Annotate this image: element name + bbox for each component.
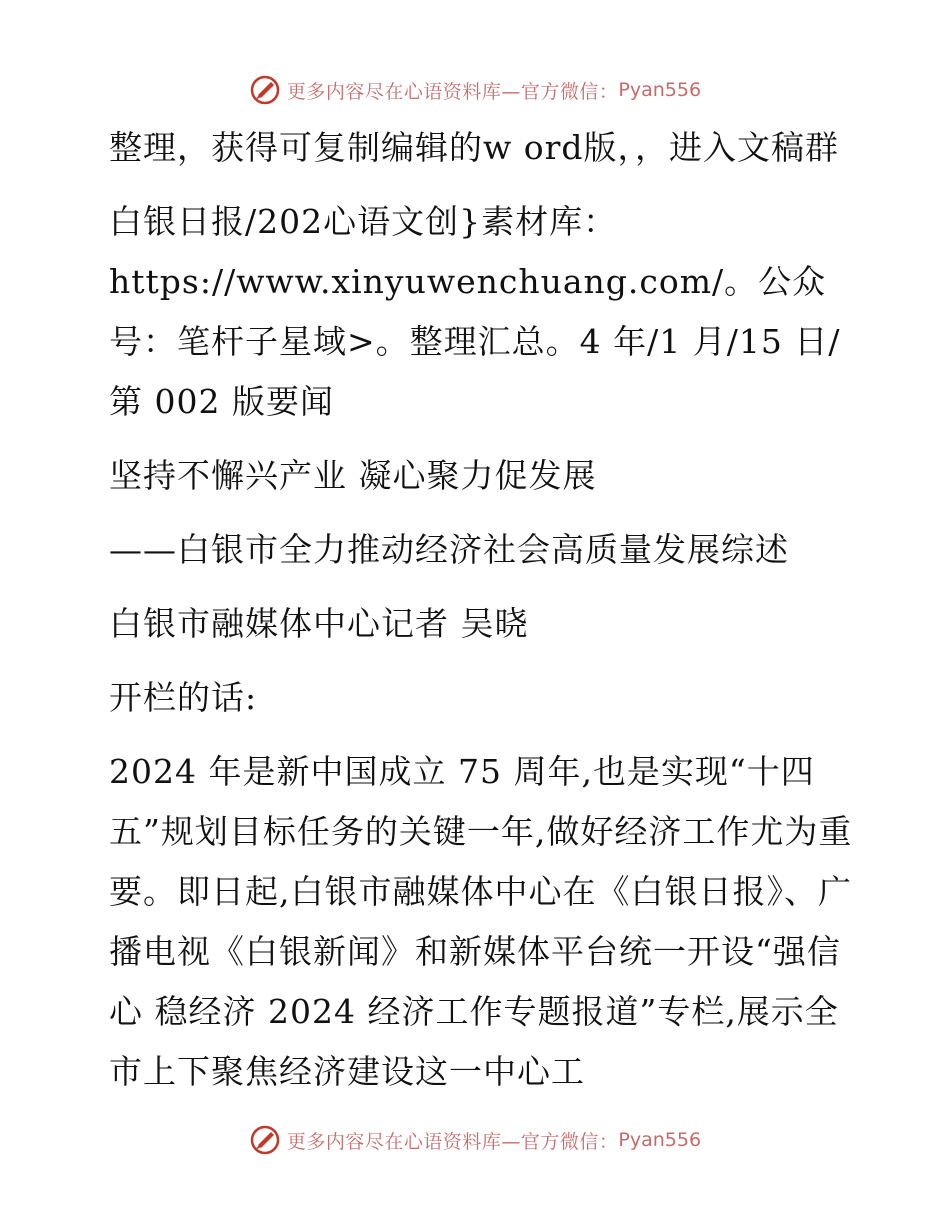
byline: 白银市融媒体中心记者 吴晓 (109, 604, 529, 643)
watermark-wechat-id: Pyan556 (618, 1129, 702, 1151)
brand-logo-icon (249, 74, 281, 106)
source-line: 白银日报/202心语文创}素材库：https://www.xinyuwenchuang.com/。公众号：笔杆子星域>。整理汇总。4 年/1 月/15 日/第 002 版要闻 (109, 202, 841, 421)
footer-watermark (0, 1120, 950, 1160)
watermark-text: 更多内容尽在心语资料库—官方微信： (286, 1130, 619, 1153)
watermark-wechat-id: Pyan556 (618, 79, 702, 101)
subheadline: ——白银市全力推动经济社会高质量发展综述 (109, 530, 789, 569)
header-watermark (0, 70, 950, 110)
intro-line: 整理，获得可复制编辑的w ord版，，进入文稿群 (109, 128, 840, 167)
watermark-text: 更多内容尽在心语资料库—官方微信： (286, 80, 619, 103)
brand-logo-icon (249, 1124, 281, 1156)
headline: 坚持不懈兴产业 凝心聚力促发展 (109, 456, 597, 495)
body-paragraph: 2024 年是新中国成立 75 周年,也是实现“十四五”规划目标任务的关键一年,做好经济工作尤为重要。即日起,白银市融媒体中心在《白银日报》、广播电视《白银新闻》和新媒体平台统一开设“强信心 稳经济 2024 经济工作专题报道”专栏,展示全市上下聚焦经济建设这一中心工 (109, 752, 853, 1091)
editor-note-label: 开栏的话: (109, 678, 258, 717)
document-body (97, 118, 867, 1116)
